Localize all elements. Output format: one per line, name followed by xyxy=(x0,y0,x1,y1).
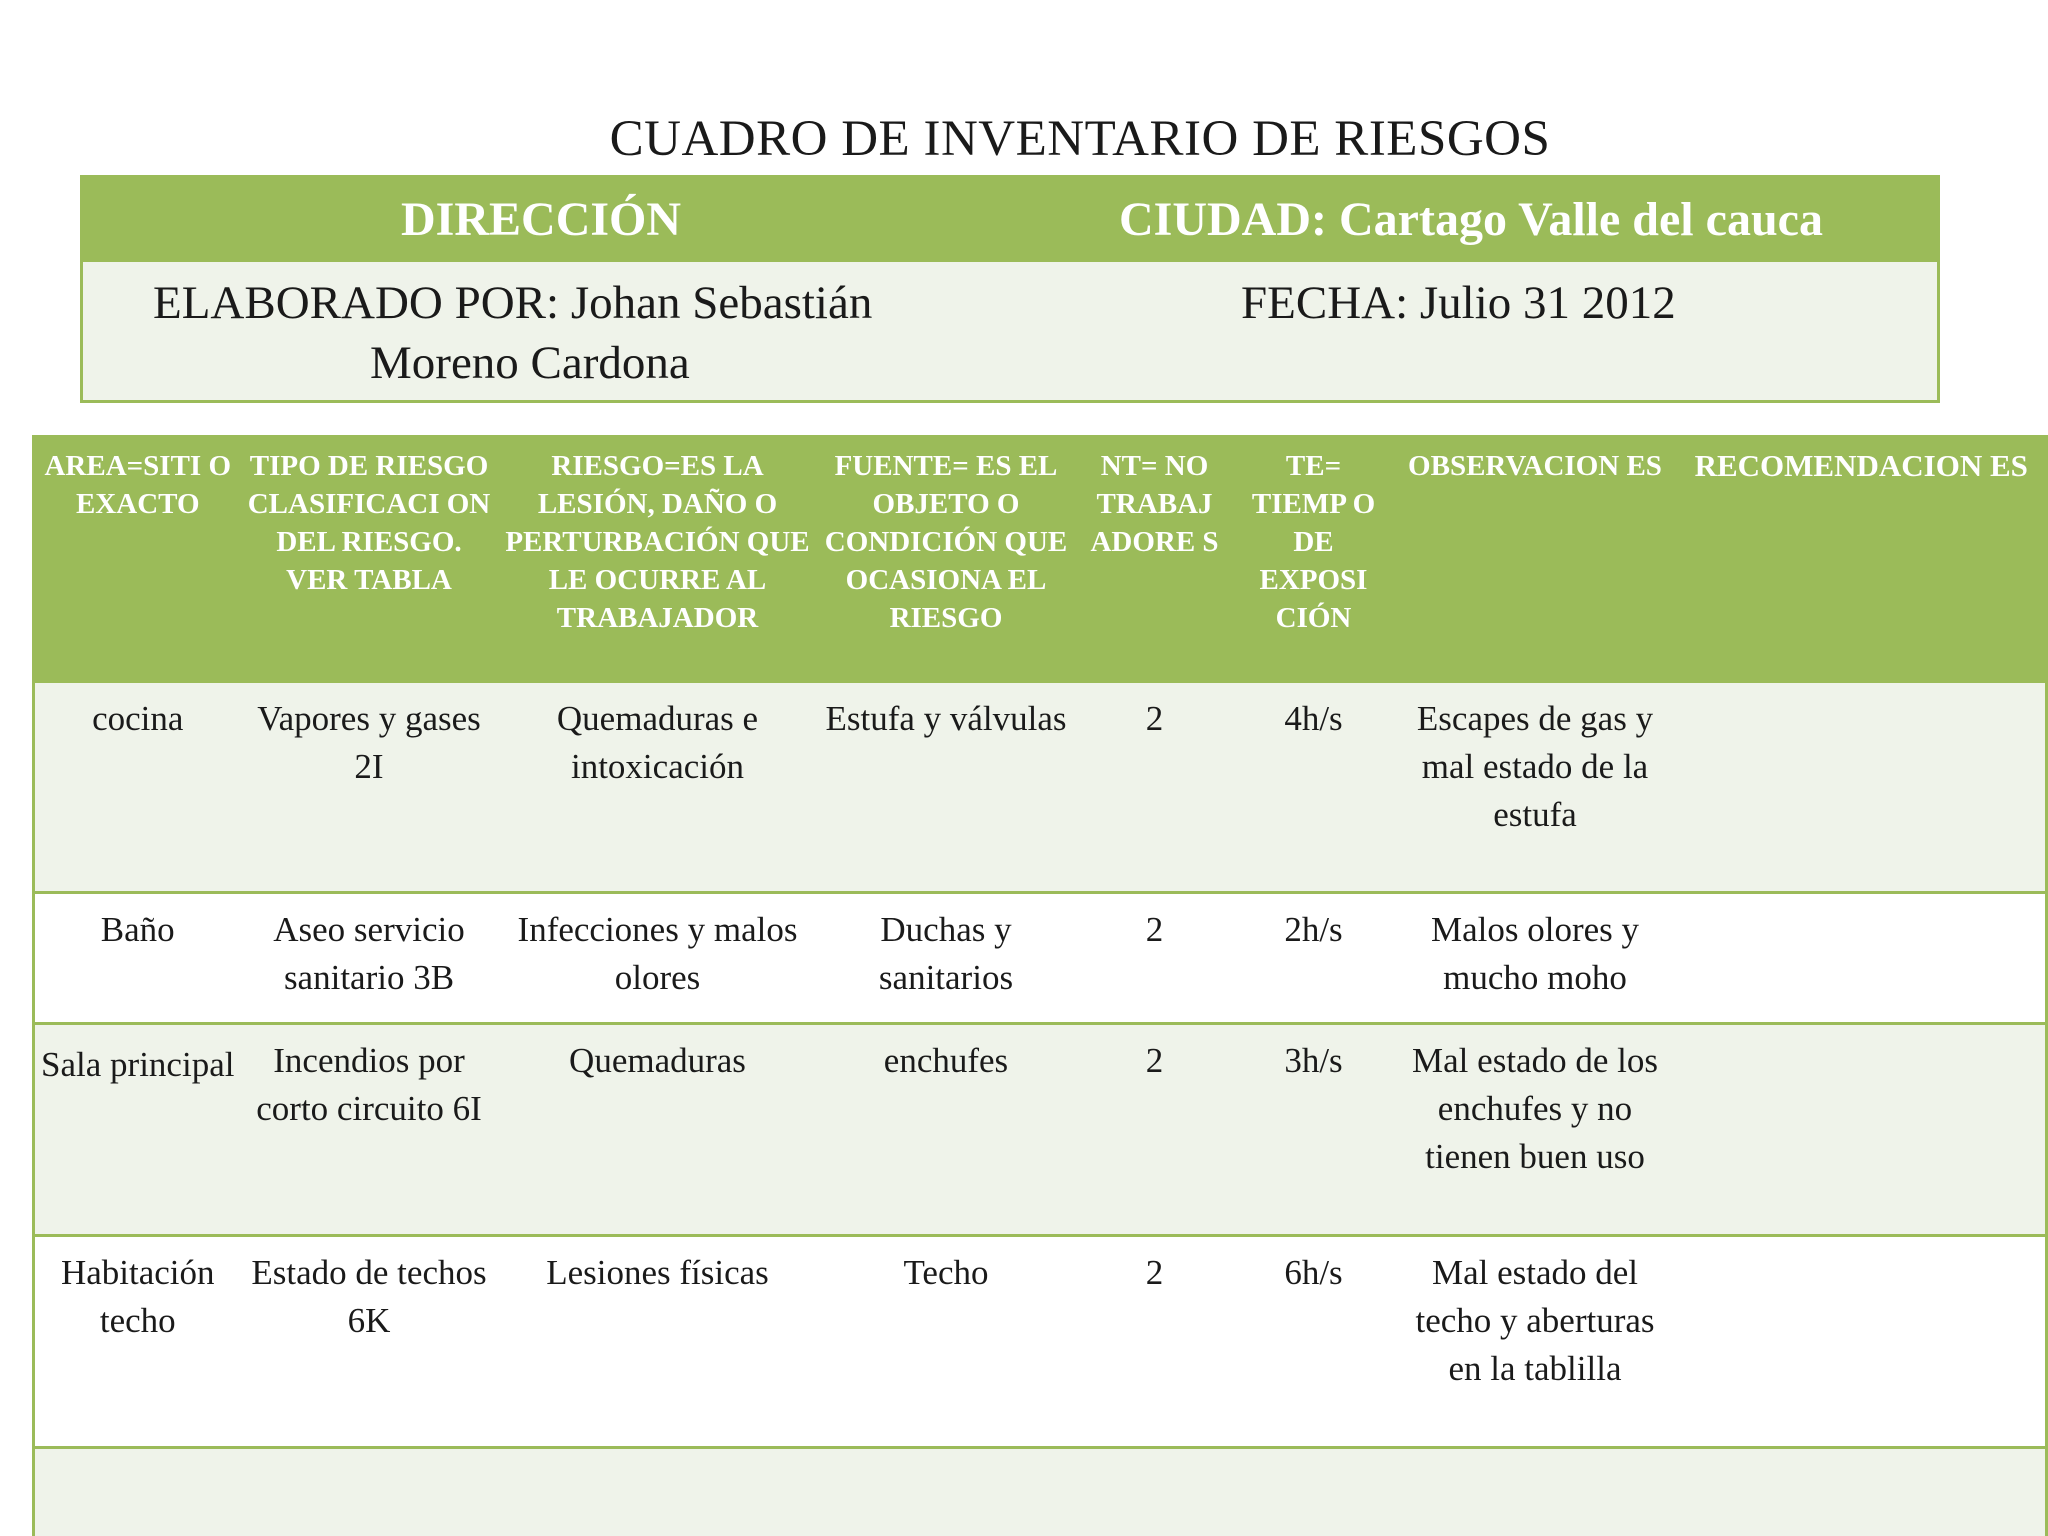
elaborado-por-line2: Moreno Cardona xyxy=(370,337,690,389)
col-header-riesgo: RIESGO=ES LA LESIÓN, DAÑO O PERTURBACIÓN QUE LE OCURRE AL TRABAJADOR xyxy=(498,435,818,682)
cell-riesgo: Lesiones físicas xyxy=(498,1236,818,1448)
cell-observaciones: Mal estado del techo y aberturas en la tablilla xyxy=(1393,1236,1678,1448)
cell-riesgo: Quemaduras xyxy=(498,1024,818,1236)
cell-tipo: Vapores y gases 2I xyxy=(241,682,498,893)
col-header-te: TE= TIEMP O DE EXPOSI CIÓN xyxy=(1235,435,1393,682)
cell-fuente: enchufes xyxy=(818,1024,1075,1236)
elaborado-por-line1: ELABORADO POR: Johan Sebastián xyxy=(153,277,873,329)
cell-tipo: Aseo servicio sanitario 3B xyxy=(241,893,498,1024)
cell-te: 4h/s xyxy=(1235,682,1393,893)
direccion-label: DIRECCIÓN xyxy=(401,193,682,246)
col-header-recomendaciones: RECOMENDACION ES xyxy=(1678,435,2047,682)
cell-riesgo: Quemaduras e intoxicación xyxy=(498,682,818,893)
ciudad-label: CIUDAD: Cartago Valle del cauca xyxy=(1119,193,1823,246)
cell-observaciones: Mal estado de los enchufes y no tienen buen uso xyxy=(1393,1024,1678,1236)
cell-te: 3h/s xyxy=(1235,1024,1393,1236)
page-title: CUADRO DE INVENTARIO DE RIESGOS xyxy=(609,111,1551,167)
cell-observaciones: Escapes de gas y mal estado de la estufa xyxy=(1393,682,1678,893)
header-table xyxy=(80,175,1940,403)
risk-inventory-table xyxy=(32,435,2048,1536)
cell-area: cocina xyxy=(34,682,241,893)
cell-nt: 2 xyxy=(1075,1236,1235,1448)
cell-riesgo: Infecciones y malos olores xyxy=(498,893,818,1024)
cell-fuente: Techo xyxy=(818,1236,1075,1448)
cell-nt: 2 xyxy=(1075,893,1235,1024)
col-header-observaciones: OBSERVACION ES xyxy=(1393,435,1678,682)
cell-recomendaciones xyxy=(1678,1024,2047,1236)
cell-te: 6h/s xyxy=(1235,1236,1393,1448)
cell-recomendaciones xyxy=(1678,1236,2047,1448)
cell-area: Baño xyxy=(34,893,241,1024)
col-header-nt: NT= NO TRABAJ ADORE S xyxy=(1075,435,1235,682)
cell-observaciones: Malos olores y mucho moho xyxy=(1393,893,1678,1024)
cell-area: Habitación techo xyxy=(34,1236,241,1448)
cell-nt: 2 xyxy=(1075,1024,1235,1236)
table-row xyxy=(34,682,2047,893)
table-row xyxy=(34,1024,2047,1236)
cell-nt: 2 xyxy=(1075,682,1235,893)
header-band xyxy=(83,178,1937,262)
cell-tipo: Incendios por corto circuito 6I xyxy=(241,1024,498,1236)
fecha-label: FECHA: Julio 31 2012 xyxy=(1241,277,1676,329)
cell-recomendaciones xyxy=(1678,893,2047,1024)
col-header-fuente: FUENTE= ES EL OBJETO O CONDICIÓN QUE OCASIONA EL RIESGO xyxy=(818,435,1075,682)
table-row xyxy=(34,1236,2047,1448)
table-row xyxy=(34,893,2047,1024)
cell-fuente: Duchas y sanitarios xyxy=(818,893,1075,1024)
table-header-row xyxy=(34,435,2047,682)
table-row-empty xyxy=(34,1448,2047,1536)
cell-recomendaciones xyxy=(1678,682,2047,893)
cell-area: Sala principal xyxy=(34,1024,241,1236)
cell-tipo: Estado de techos 6K xyxy=(241,1236,498,1448)
col-header-tipo: TIPO DE RIESGO CLASIFICACI ON DEL RIESGO. VER TABLA xyxy=(241,435,498,682)
col-header-area: AREA=SITI O EXACTO xyxy=(34,435,241,682)
cell-te: 2h/s xyxy=(1235,893,1393,1024)
cell-fuente: Estufa y válvulas xyxy=(818,682,1075,893)
